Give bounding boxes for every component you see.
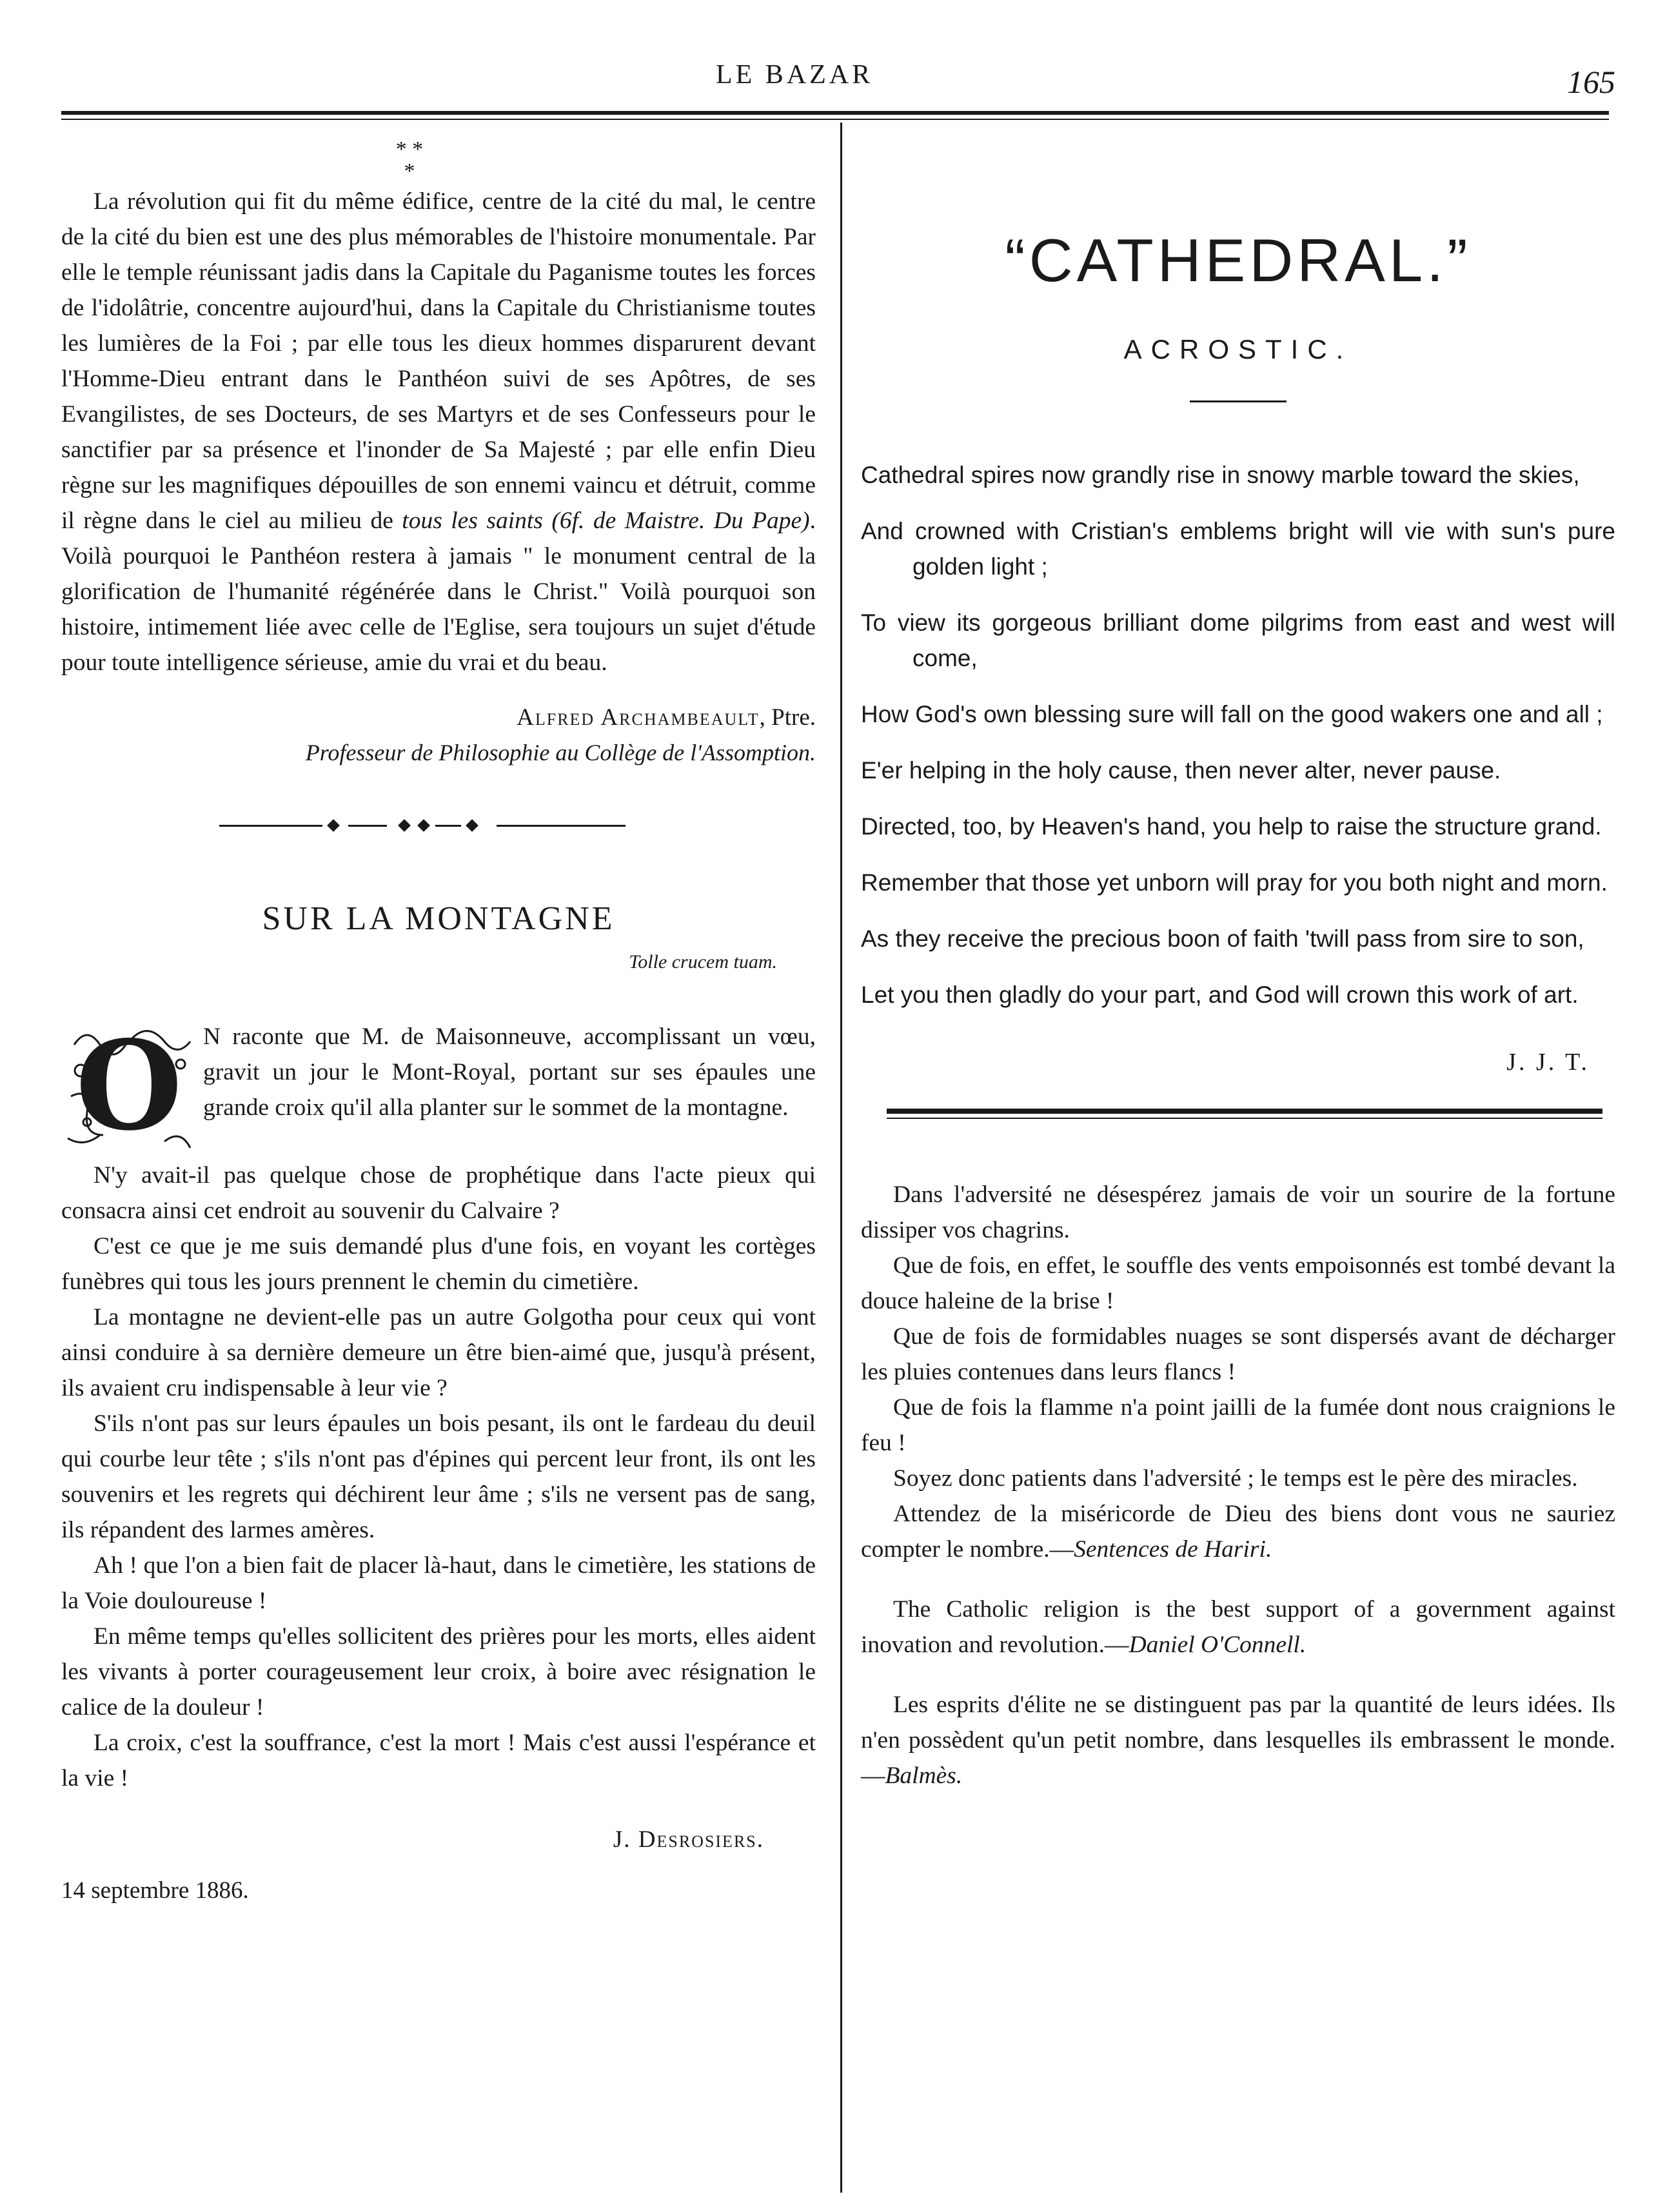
section-divider-ornament [213,816,664,835]
poem-subtitle: ACROSTIC. [1123,334,1353,364]
header-rule-thick [61,111,1609,115]
article-paragraph: Ah ! que l'on a bien fait de placer là-haut, dans le cimetière, les stations de la Voie douloureuse ! [61,1552,816,1614]
quote-paragraph [861,1592,1615,1663]
article-first-paragraph: N raconte que M. de Maisonneuve, accomplissant un vœu, gravit un jour le Mont-Royal, portant sur ses épaules une grande croix qu'il alla planter sur le sommet de la montagne. [203,1023,816,1121]
section-rule-thick [887,1109,1602,1114]
article-epigraph: Tolle crucem tuam. [629,951,777,973]
article-title: SUR LA MONTAGNE [262,900,615,937]
quote-source: Daniel O'Connell. [1129,1632,1306,1658]
asterism-text: * * * [395,137,424,183]
maxim-paragraph: Soyez donc patients dans l'adversité ; le temps est le père des miracles. [893,1465,1578,1492]
maxim-paragraph: Que de fois de formidables nuages se sont dispersés avant de décharger les pluies contenues dans leurs flancs ! [861,1323,1615,1385]
poem-signature: J. J. T. [1506,1049,1590,1076]
quote-text: Les esprits d'élite ne se distinguent pas par la quantité de leurs idées. Ils n'en possèdent qu'un petit nombre, dans lesquelles ils embrassent le monde.— [861,1692,1615,1789]
left-column [61,132,816,1904]
poem-line: Remember that those yet unborn will pray for you both night and morn. [861,869,1608,896]
maxim-source: Sentences de Hariri. [1074,1536,1272,1563]
pantheon-citation: tous les saints (6f. de Maistre. Du Pape) [402,508,810,534]
poem-line: As they receive the precious boon of faith 'twill pass from sire to son, [861,925,1584,952]
article-paragraph: C'est ce que je me suis demandé plus d'une fois, en voyant les cortèges funèbres qui tous les jours prennent le chemin du cimetière. [61,1233,816,1295]
article-paragraph: La croix, c'est la souffrance, c'est la mort ! Mais c'est aussi l'espérance et la vie ! [61,1730,816,1792]
article-body [61,1019,816,1796]
author-signature [61,700,816,735]
poem-title: “CATHEDRAL.” [1005,226,1472,294]
decorative-initial-icon [61,1019,197,1158]
poem-line: How God's own blessing sure will fall on the good wakers one and all ; [861,701,1603,727]
maxim-paragraph [861,1496,1615,1567]
poem-line: To view its gorgeous brilliant dome pilgrims from east and west will come, [861,609,1615,671]
article-paragraph: En même temps qu'elles sollicitent des prières pour les morts, elles aident les vivants à porter courageusement leur croix, à boire avec résignation le calice de la douleur ! [61,1623,816,1721]
author-title: , Ptre. [759,704,816,731]
author-name: Alfred Archambeault [517,704,760,731]
maxim-paragraph: Que de fois la flamme n'a point jailli de la fumée dont nous craignions le feu ! [861,1394,1615,1456]
title-rule [1190,400,1286,402]
poem-line: Directed, too, by Heaven's hand, you help to raise the structure grand. [861,813,1602,840]
article-paragraph: La montagne ne devient-elle pas un autre Golgotha pour ceux qui vont ainsi conduire à sa dernière demeure un être bien-aimé que, jusqu'à présent, ils avaient cru indispensable à leur vie ? [61,1304,816,1401]
pantheon-paragraph-end: . Voilà pourquoi le Panthéon restera à jamais " le monument central de la glorification de l'humanité régénérée dans le Christ." Voilà pourquoi son histoire, intimement liée avec celle de l'Eglise, sera toujours un sujet d'étude pour toute intelligence sérieuse, amie du vrai et du beau. [61,508,816,676]
pantheon-paragraph-start: La révolution qui fit du même édifice, centre de la cité du mal, le centre de la cité du bien est une des plus mémorables de l'histoire monumentale. Par elle le temple réunissant jadis dans la Capitale du Paganisme toutes les forces de l'idolâtrie, concentre aujourd'hui, dans la Capitale du Christianisme toutes les lumières de la Foi ; par elle tous les dieux hommes disparurent devant l'Homme-Dieu entrant dans le Panthéon suivi de ses Apôtres, de ses Evangilistes, de ses Docteurs, de ses Martyrs et de ses Confesseurs pour le sanctifier par sa présence et l'inonder de Sa Majesté ; par elle enfin Dieu règne sur les magnifiques dépouilles de son ennemi vaincu et détruit, comme il règne dans le ciel au milieu de [61,188,816,534]
maxim-paragraph: Que de fois, en effet, le souffle des vents empoisonnés est tombé devant la douce haleine de la brise ! [861,1252,1615,1314]
asterism-ornament [339,139,480,184]
article-paragraph: N'y avait-il pas quelque chose de prophétique dans l'acte pieux qui consacra ainsi cet endroit au souvenir du Calvaire ? [61,1162,816,1224]
maxim-paragraph: Dans l'adversité ne désespérez jamais de voir un sourire de la fortune dissiper vos chagrins. [861,1181,1615,1243]
section-rule-thin [887,1118,1602,1119]
article-author: J. Desrosiers. [613,1826,764,1853]
quote-source: Balmès. [885,1763,963,1789]
right-column [861,132,1615,1793]
article-dateline: 14 septembre 1886. [61,1877,249,1904]
drop-cap-letter: O [75,1019,182,1158]
author-affiliation: Professeur de Philosophie au Collège de l'Assomption. [305,740,816,765]
header-rule-thin [61,119,1609,120]
poem-line: And crowned with Cristian's emblems bright will vie with sun's pure golden light ; [861,518,1615,580]
journal-title: LE BAZAR [716,60,874,90]
poem-line: Let you then gladly do your part, and God will crown this work of art. [861,982,1579,1008]
page-number: 165 [1567,64,1615,100]
poem-line: E'er helping in the holy cause, then never alter, never pause. [861,757,1501,784]
acrostic-poem [861,457,1615,1012]
column-divider [840,123,842,2193]
maxim-text: Attendez de la miséricorde de Dieu des biens dont vous ne sauriez compter le nombre.— [861,1501,1615,1563]
quote-text: The Catholic religion is the best support of a government against inovation and revolution.— [861,1596,1615,1658]
pantheon-article-paragraph [61,184,816,680]
poem-line: Cathedral spires now grandly rise in snowy marble toward the skies, [861,462,1580,488]
quote-paragraph [861,1687,1615,1793]
maxims-section [861,1177,1615,1793]
article-paragraph: S'ils n'ont pas sur leurs épaules un bois pesant, ils ont le fardeau du deuil qui courbe leur tête ; s'ils n'ont pas d'épines qui percent leur front, ils ont les souvenirs et les regrets qui déchirent leur âme ; s'ils ne versent pas de sang, ils répandent des larmes amères. [61,1410,816,1543]
page-header [0,0,1656,135]
